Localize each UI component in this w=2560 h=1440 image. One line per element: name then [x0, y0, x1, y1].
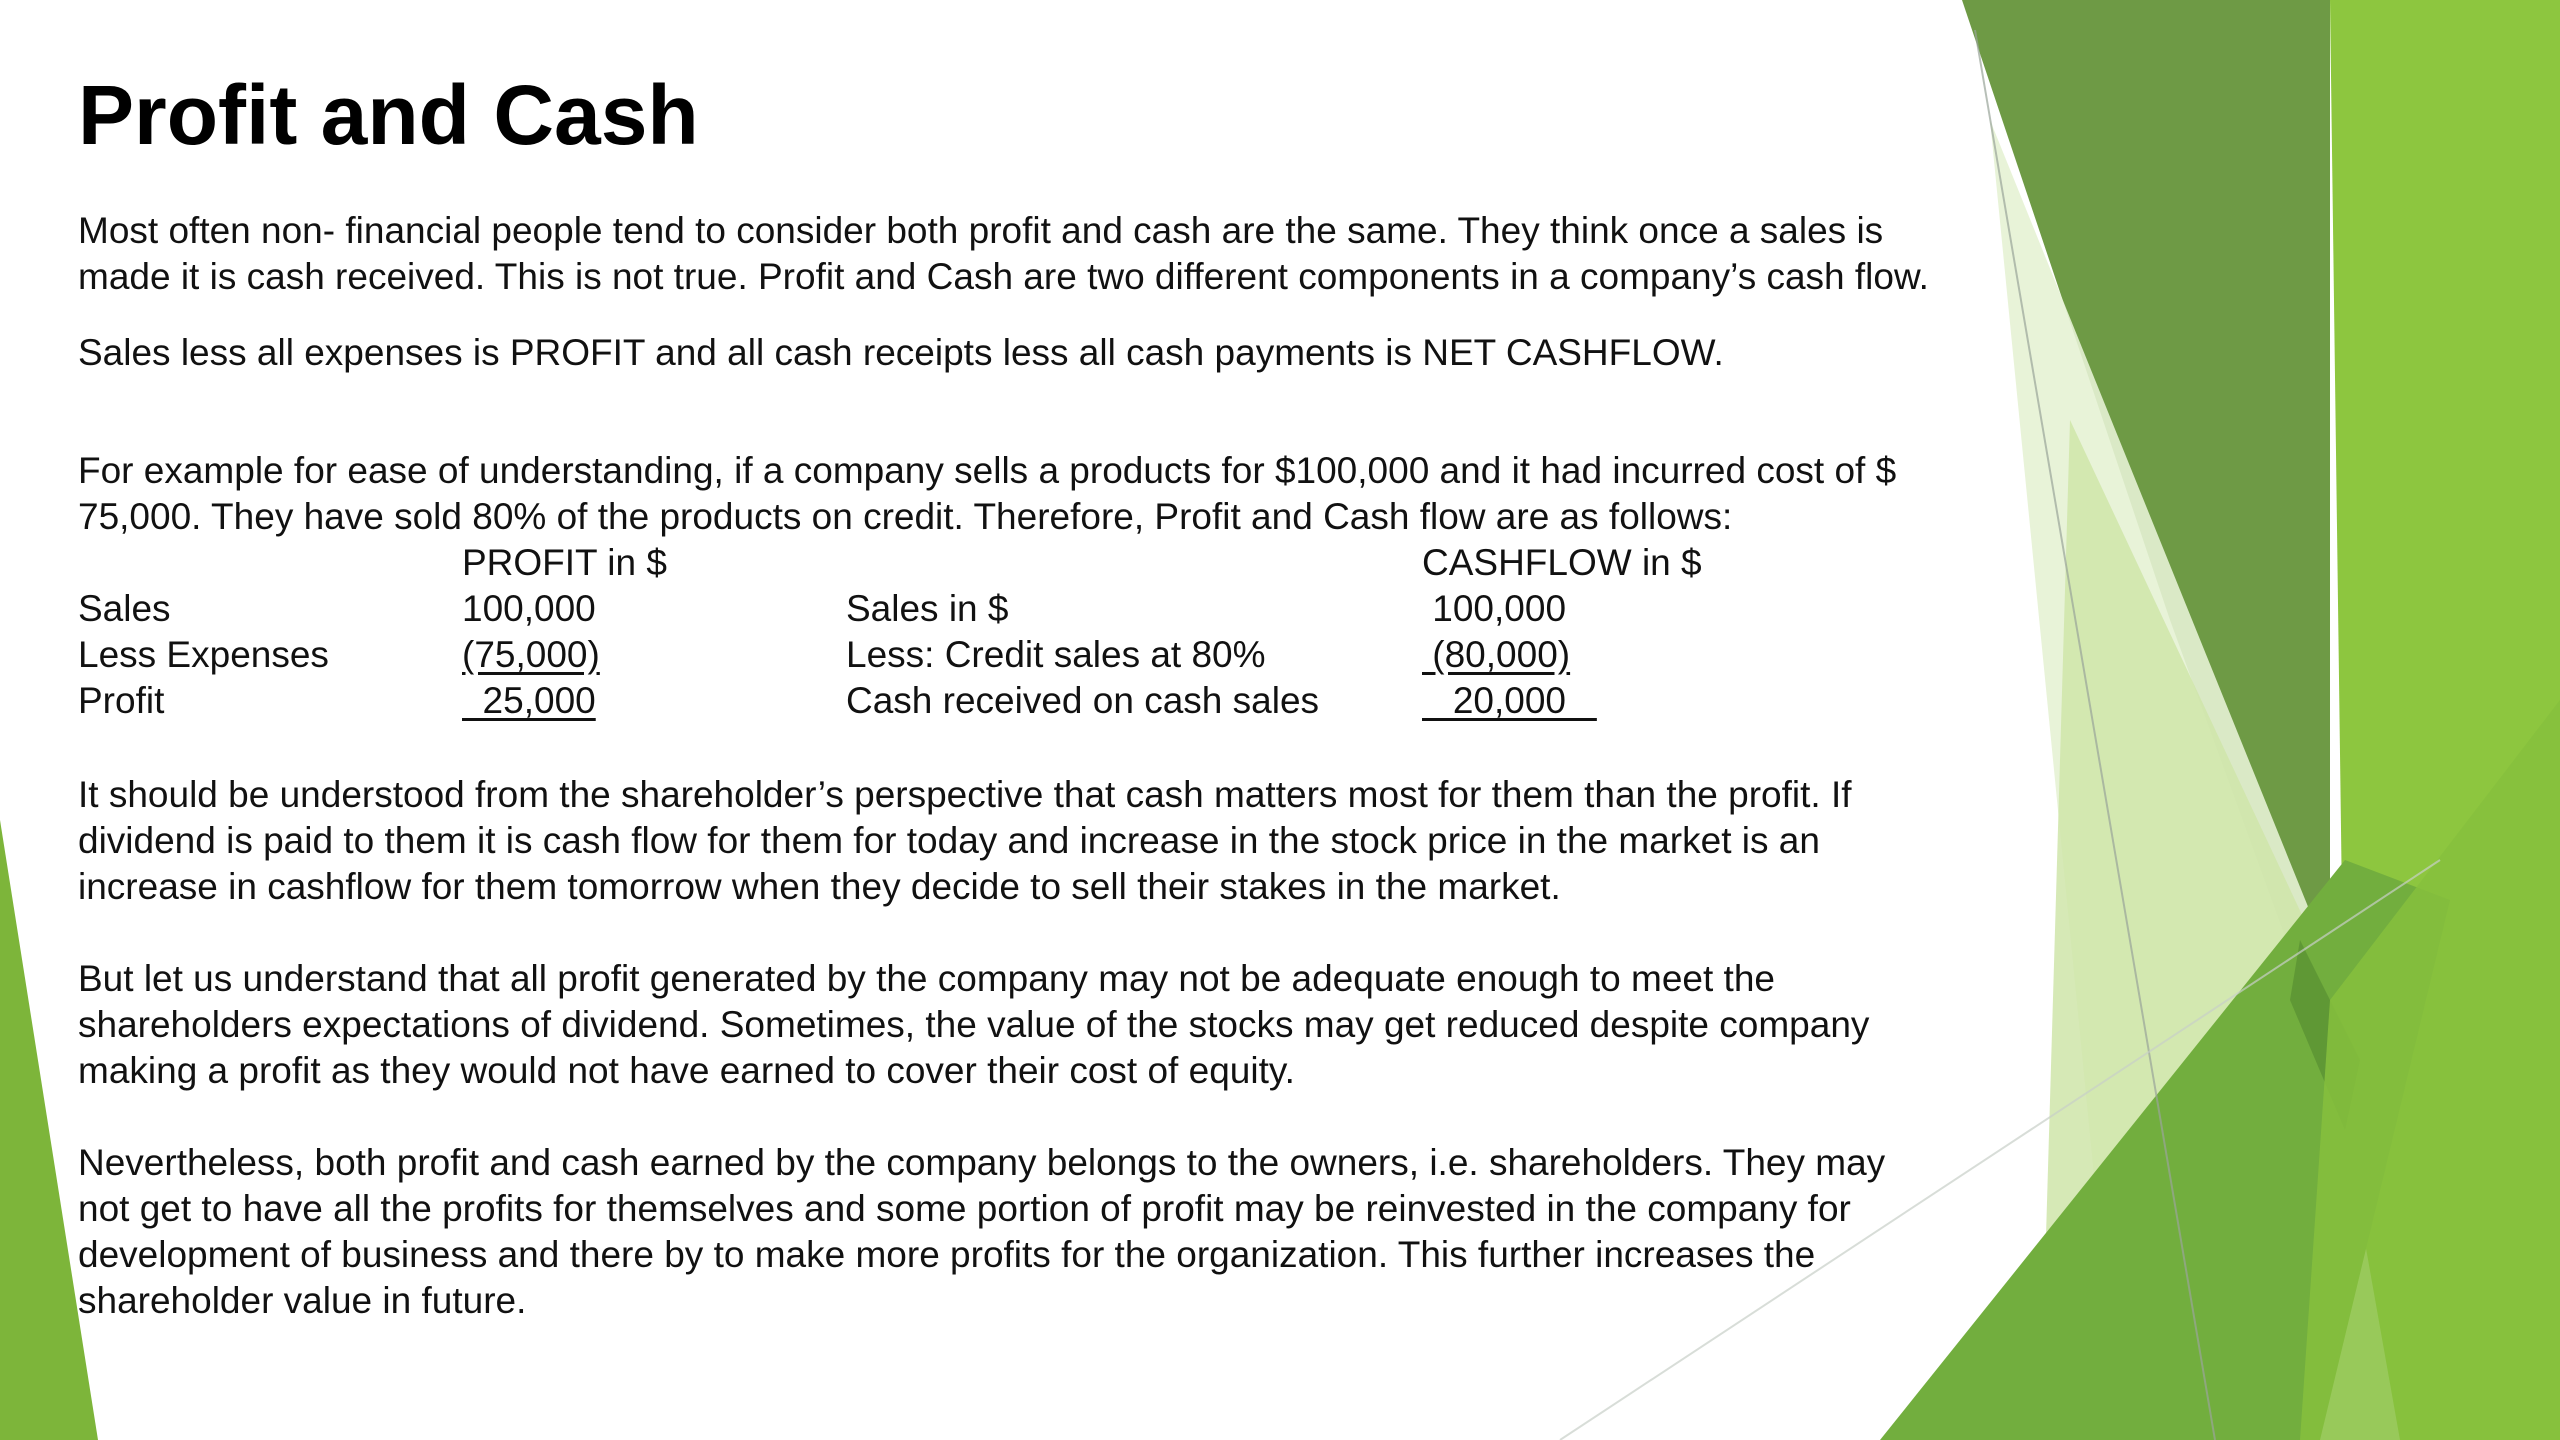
text-line: making a profit as they would not have earned to cover their cost of equity.: [78, 1050, 1295, 1091]
text-line: shareholders expectations of dividend. Sometimes, the value of the stocks may get reduced despite company: [78, 1004, 1870, 1045]
text-line: dividend is paid to them it is cash flow for them for today and increase in the stock price in the market is an: [78, 820, 1820, 861]
paragraph-shareholder-perspective: [78, 772, 2038, 910]
text-line: Most often non- financial people tend to consider both profit and cash are the same. They think once a sales is: [78, 210, 1884, 251]
row-label-sales: Sales: [78, 588, 171, 629]
profit-value-expenses: (75,000): [462, 634, 600, 675]
text-line: Sales less all expenses is PROFIT and all cash receipts less all cash payments is NET CASHFLOW.: [78, 332, 1724, 373]
text-line: shareholder value in future.: [78, 1280, 527, 1321]
cash-value-cash-received: 20,000: [1422, 680, 1597, 721]
cash-value-sales: 100,000: [1422, 588, 1567, 629]
paragraph-conclusion: [78, 1140, 2038, 1324]
cashflow-column-header: CASHFLOW in $: [1422, 542, 1702, 583]
row-label-less-expenses: Less Expenses: [78, 634, 329, 675]
text-line: But let us understand that all profit generated by the company may not be adequate enough to meet the: [78, 958, 1775, 999]
paragraph-definitions: [78, 330, 2038, 376]
profit-value-profit: 25,000: [462, 680, 596, 721]
row-label-profit: Profit: [78, 680, 165, 721]
text-line: not get to have all the profits for themselves and some portion of profit may be reinvested in the company for: [78, 1188, 1851, 1229]
cash-value-credit-sales: (80,000): [1422, 634, 1571, 675]
profit-column-header: PROFIT in $: [462, 542, 667, 583]
text-line: It should be understood from the shareholder’s perspective that cash matters most for them than the profit. If: [78, 774, 1852, 815]
left-green-sliver: [0, 820, 98, 1440]
text-line: development of business and there by to make more profits for the organization. This further increases the: [78, 1234, 1816, 1275]
profit-value-sales: 100,000: [462, 588, 596, 629]
text-line: made it is cash received. This is not true. Profit and Cash are two different components in a company’s cash flow.: [78, 256, 1929, 297]
cash-label-sales: Sales in $: [846, 588, 1009, 629]
paragraph-profit-vs-cash: [78, 208, 2038, 300]
text-line: 75,000. They have sold 80% of the products on credit. Therefore, Profit and Cash flow are as follows:: [78, 496, 1733, 537]
paragraph-example: [78, 448, 2038, 540]
text-line: For example for ease of understanding, if a company sells a products for $100,000 and it had incurred cost of $: [78, 450, 1897, 491]
slide-title: Profit and Cash: [78, 68, 699, 162]
text-line: Nevertheless, both profit and cash earned by the company belongs to the owners, i.e. shareholders. They may: [78, 1142, 1886, 1183]
profit-cashflow-table: [78, 540, 1778, 730]
cash-label-credit-sales: Less: Credit sales at 80%: [846, 634, 1266, 675]
cash-label-cash-received: Cash received on cash sales: [846, 680, 1320, 721]
paragraph-dividend-expectations: [78, 956, 2038, 1094]
text-line: increase in cashflow for them tomorrow when they decide to sell their stakes in the market.: [78, 866, 1561, 907]
